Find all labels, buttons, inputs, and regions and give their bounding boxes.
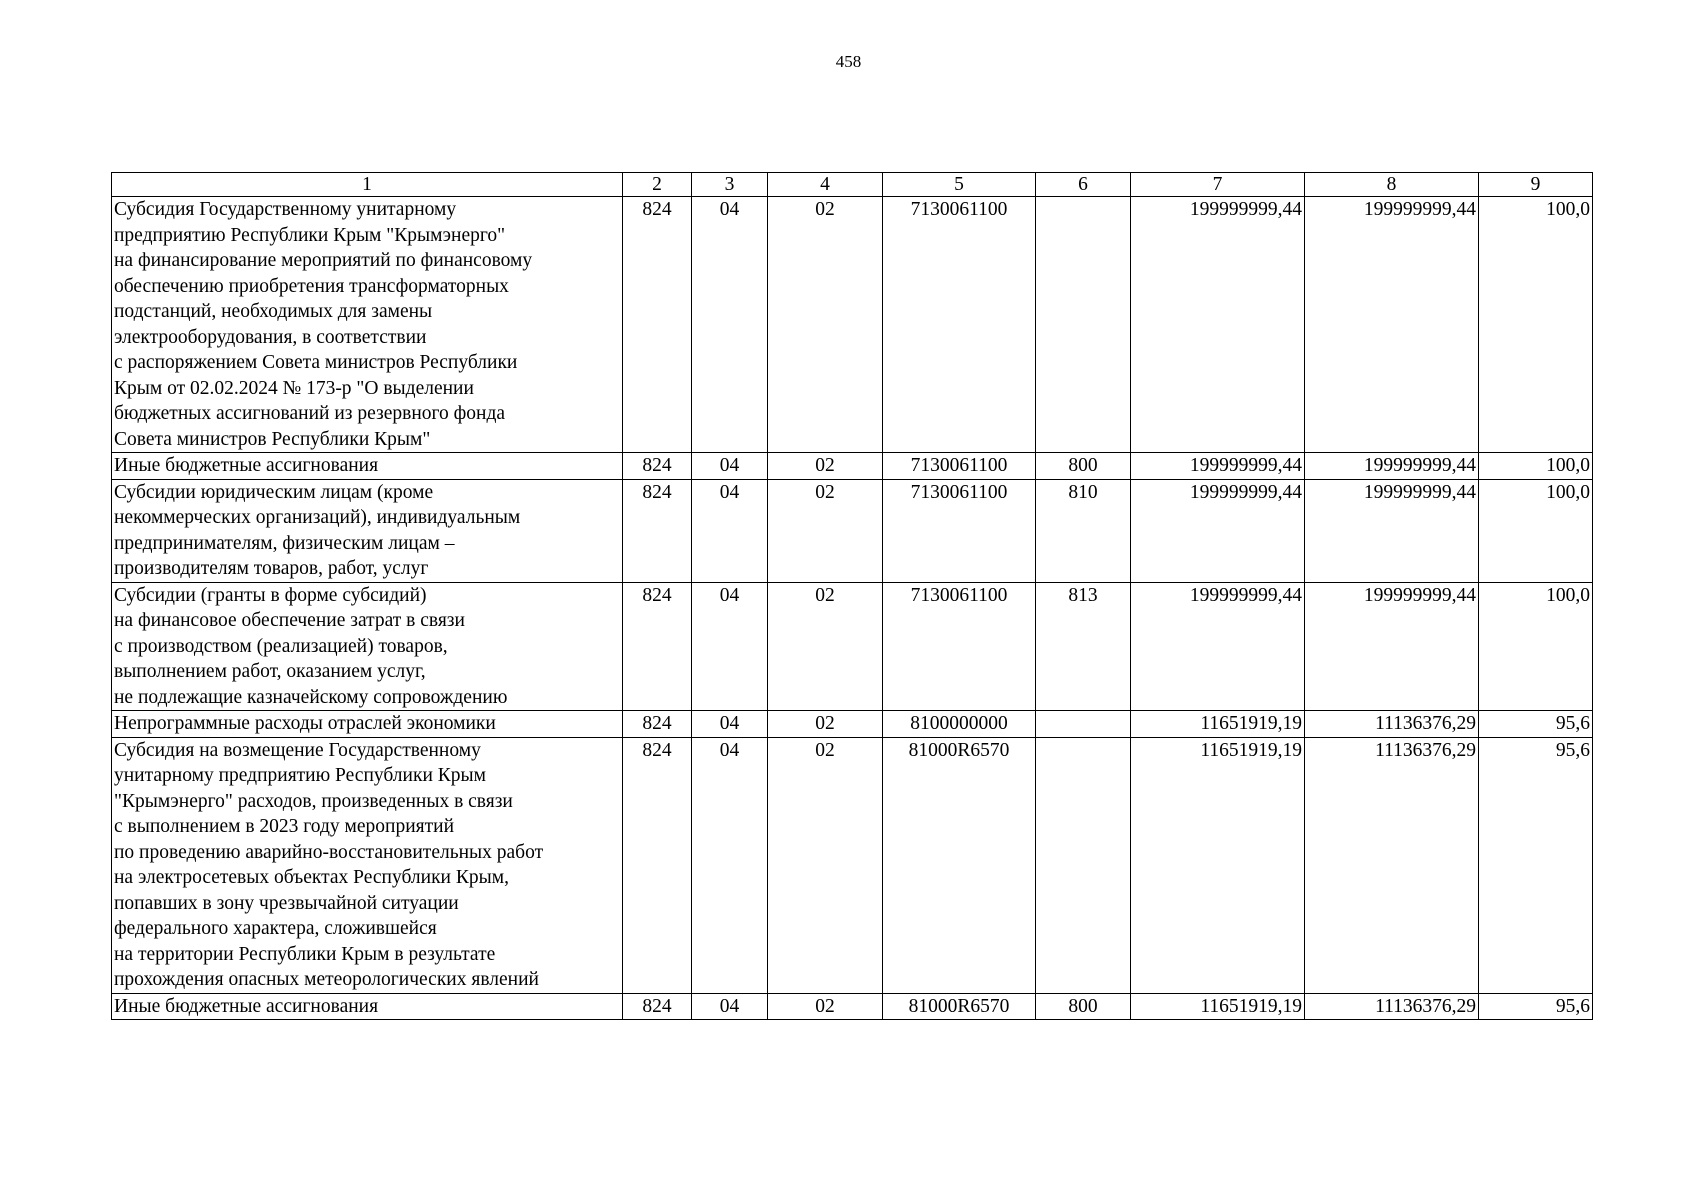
expense-name-cell: Непрограммные расходы отраслей экономики [112,711,623,738]
column-number: 9 [1479,173,1593,197]
execution-percent-cell: 95,6 [1479,711,1593,738]
expense-type-cell [1036,737,1131,993]
execution-percent-cell: 100,0 [1479,197,1593,453]
executed-amount-cell: 199999999,44 [1305,479,1479,582]
expense-type-cell [1036,711,1131,738]
planned-amount-cell: 199999999,44 [1131,479,1305,582]
table-row [112,993,1593,1020]
planned-amount-cell: 199999999,44 [1131,197,1305,453]
executed-amount-cell: 11136376,29 [1305,711,1479,738]
expense-type-cell [1036,197,1131,453]
section-code-cell: 04 [692,711,768,738]
ministry-code-cell: 824 [623,737,692,993]
expense-name-cell: Субсидия на возмещение Государственному унитарному предприятию Республики Крым "Крымэнерго" расходов, произведенных в связи с выполнением в 2023 году мероприятий по проведению аварийно-восстановительных работ на электросетевых объектах Республики Крым, попавших в зону чрезвычайной ситуации федерального характера, сложившейся на территории Республики Крым в результате прохождения опасных метеорологических явлений [112,737,623,993]
executed-amount-cell: 199999999,44 [1305,197,1479,453]
expense-type-cell: 810 [1036,479,1131,582]
column-number: 1 [112,173,623,197]
subsection-code-cell: 02 [768,993,883,1020]
ministry-code-cell: 824 [623,197,692,453]
budget-table [111,172,1593,1020]
target-article-cell: 7130061100 [883,582,1036,711]
expense-name-cell: Иные бюджетные ассигнования [112,993,623,1020]
expense-name-cell: Субсидия Государственному унитарному предприятию Республики Крым "Крымэнерго" на финансирование мероприятий по финансовому обеспечению приобретения трансформаторных подстанций, необходимых для замены электрооборудования, в соответствии с распоряжением Совета министров Республики Крым от 02.02.2024 № 173-р "О выделении бюджетных ассигнований из резервного фонда Совета министров Республики Крым" [112,197,623,453]
section-code-cell: 04 [692,479,768,582]
subsection-code-cell: 02 [768,737,883,993]
ministry-code-cell: 824 [623,479,692,582]
executed-amount-cell: 199999999,44 [1305,453,1479,480]
section-code-cell: 04 [692,582,768,711]
ministry-code-cell: 824 [623,582,692,711]
target-article-cell: 8100000000 [883,711,1036,738]
table-row [112,582,1593,711]
subsection-code-cell: 02 [768,711,883,738]
table-body [112,197,1593,1020]
target-article-cell: 7130061100 [883,197,1036,453]
expense-name-cell: Субсидии юридическим лицам (кроме некоммерческих организаций), индивидуальным предпринимателям, физическим лицам – производителям товаров, работ, услуг [112,479,623,582]
planned-amount-cell: 199999999,44 [1131,582,1305,711]
execution-percent-cell: 100,0 [1479,453,1593,480]
expense-name-cell: Иные бюджетные ассигнования [112,453,623,480]
table-row [112,197,1593,453]
target-article-cell: 7130061100 [883,453,1036,480]
executed-amount-cell: 199999999,44 [1305,582,1479,711]
column-number: 8 [1305,173,1479,197]
column-number: 3 [692,173,768,197]
expense-type-cell: 813 [1036,582,1131,711]
planned-amount-cell: 11651919,19 [1131,993,1305,1020]
ministry-code-cell: 824 [623,711,692,738]
section-code-cell: 04 [692,197,768,453]
execution-percent-cell: 100,0 [1479,582,1593,711]
table-row [112,479,1593,582]
column-number-row [112,173,1593,197]
table-row [112,737,1593,993]
table-row [112,453,1593,480]
subsection-code-cell: 02 [768,582,883,711]
section-code-cell: 04 [692,737,768,993]
expense-type-cell: 800 [1036,993,1131,1020]
execution-percent-cell: 95,6 [1479,737,1593,993]
executed-amount-cell: 11136376,29 [1305,737,1479,993]
planned-amount-cell: 199999999,44 [1131,453,1305,480]
target-article-cell: 7130061100 [883,479,1036,582]
section-code-cell: 04 [692,993,768,1020]
column-number: 2 [623,173,692,197]
planned-amount-cell: 11651919,19 [1131,737,1305,993]
column-number: 7 [1131,173,1305,197]
section-code-cell: 04 [692,453,768,480]
target-article-cell: 81000R6570 [883,993,1036,1020]
page-number: 458 [835,52,862,71]
subsection-code-cell: 02 [768,197,883,453]
execution-percent-cell: 95,6 [1479,993,1593,1020]
subsection-code-cell: 02 [768,479,883,582]
column-number: 4 [768,173,883,197]
ministry-code-cell: 824 [623,993,692,1020]
column-number: 5 [883,173,1036,197]
ministry-code-cell: 824 [623,453,692,480]
target-article-cell: 81000R6570 [883,737,1036,993]
planned-amount-cell: 11651919,19 [1131,711,1305,738]
column-number: 6 [1036,173,1131,197]
expense-type-cell: 800 [1036,453,1131,480]
table-row [112,711,1593,738]
executed-amount-cell: 11136376,29 [1305,993,1479,1020]
subsection-code-cell: 02 [768,453,883,480]
expense-name-cell: Субсидии (гранты в форме субсидий) на финансовое обеспечение затрат в связи с производством (реализацией) товаров, выполнением работ, оказанием услуг, не подлежащие казначейскому сопровождению [112,582,623,711]
execution-percent-cell: 100,0 [1479,479,1593,582]
